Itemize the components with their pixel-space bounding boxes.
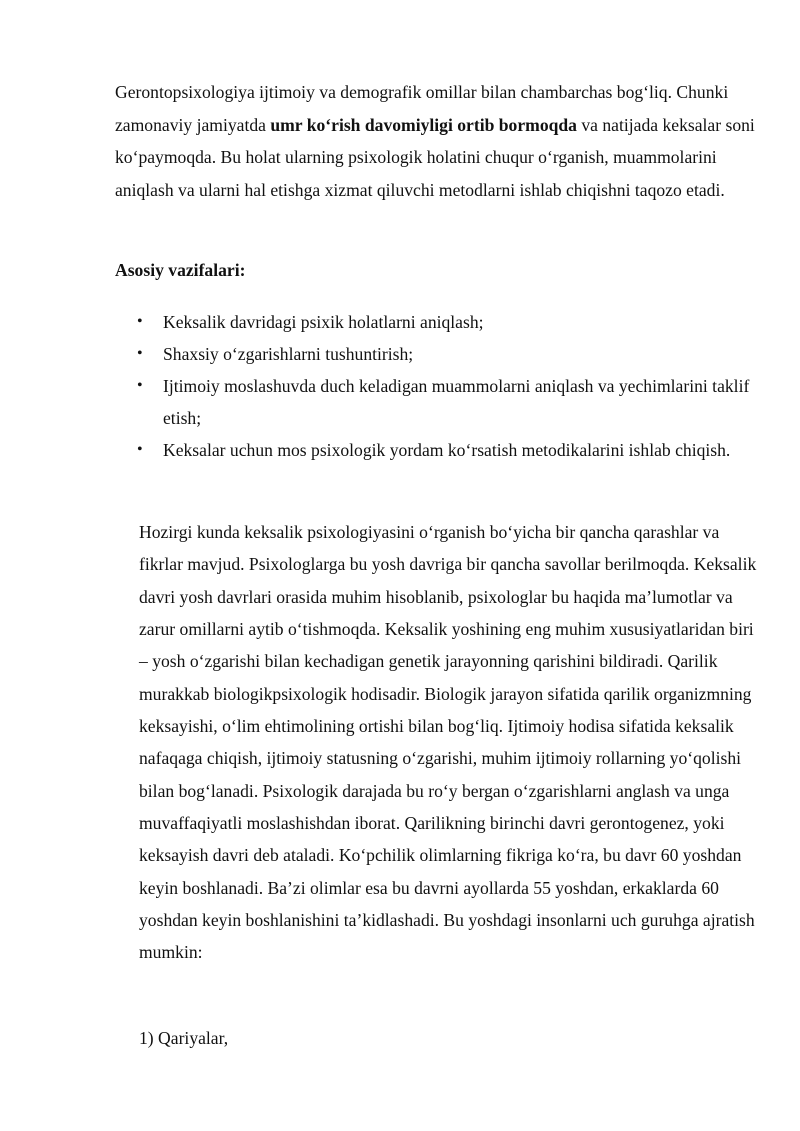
intro-bold-phrase: umr ko‘rish davomiyligi ortib bormoqda [270,114,577,135]
body-paragraph: Hozirgi kunda keksalik psixologiyasini o‘rganish bo‘yicha bir qancha qarashlar va fikrlar mavjud. Psixologlarga bu yosh davriga bir qancha savollar berilmoqda. Keksalik davri yosh davrlari orasida muhim hisoblanib, psixologlar bu haqida ma’lumotlar va zarur omillarni aytib o‘tishmoqda. Keksalik yoshining eng muhim xususiyatlaridan biri – yosh o‘zgarishi bilan kechadigan genetik jarayonning qarishini bildiradi. Qarilik murakkab biologikpsixologik hodisadir. Biologik jarayon sifatida qarilik organizmning keksayishi, o‘lim ehtimolining ortishi bilan bog‘liq. Ijtimoiy hodisa sifatida keksalik nafaqaga chiqish, ijtimoiy statusning o‘zgarishi, muhim ijtimoiy rollarning yo‘qolishi bilan bog‘lanadi. Psixologik darajada bu ro‘y bergan o‘zgarishlarni anglash va unga muvaffaqiyatli moslashishdan iborat. Qarilikning birinchi davri gerontogenez, yoki keksayish davri deb ataladi. Ko‘pchilik olimlarning fikriga ko‘ra, bu davr 60 yoshdan keyin boshlanadi. Ba’zi olimlar esa bu davrni ayollarda 55 yoshdan, erkaklarda 60 yoshdan keyin boshlanishini ta’kidlashadi. Bu yoshdagi insonlarni uch guruhga ajratish mumkin: [139,522,757,963]
bullet-icon: • [137,441,143,458]
bullet-icon: • [137,345,143,362]
list-item [115,370,755,434]
list-item [115,338,755,370]
intro-text-end: va natijada keksalar soni ko‘paymoqda. Bu holat ularning psixologik holatini chuqur o‘rganish, muammolarini aniqlash va ularni hal etishga xizmat qiluvchi metodlarni ishlab chiqishni taqozo etadi. [115,114,755,200]
tasks-list [115,306,755,466]
intro-text-start: Gerontopsixologiya ijtimoiy va demografik omillar bilan chambarchas bog‘liq. Chunki zamonaviy jamiyatda [115,82,729,135]
task-text: Keksalar uchun mos psixologik yordam ko‘rsatish metodikalarini ishlab chiqish. [163,440,731,460]
task-text: Keksalik davridagi psixik holatlarni aniqlash; [163,312,484,332]
bullet-icon: • [137,377,143,394]
task-text: Ijtimoiy moslashuvda duch keladigan muammolarni aniqlash va yechimlarini taklif etish; [163,376,750,428]
list-item [115,306,755,338]
bullet-icon: • [137,313,143,330]
tasks-heading: Asosiy vazifalari: [115,260,246,280]
intro-paragraph [115,76,755,206]
list-item [115,434,755,466]
task-text: Shaxsiy o‘zgarishlarni tushuntirish; [163,344,414,364]
numbered-item: 1) Qariyalar, [139,1028,229,1048]
